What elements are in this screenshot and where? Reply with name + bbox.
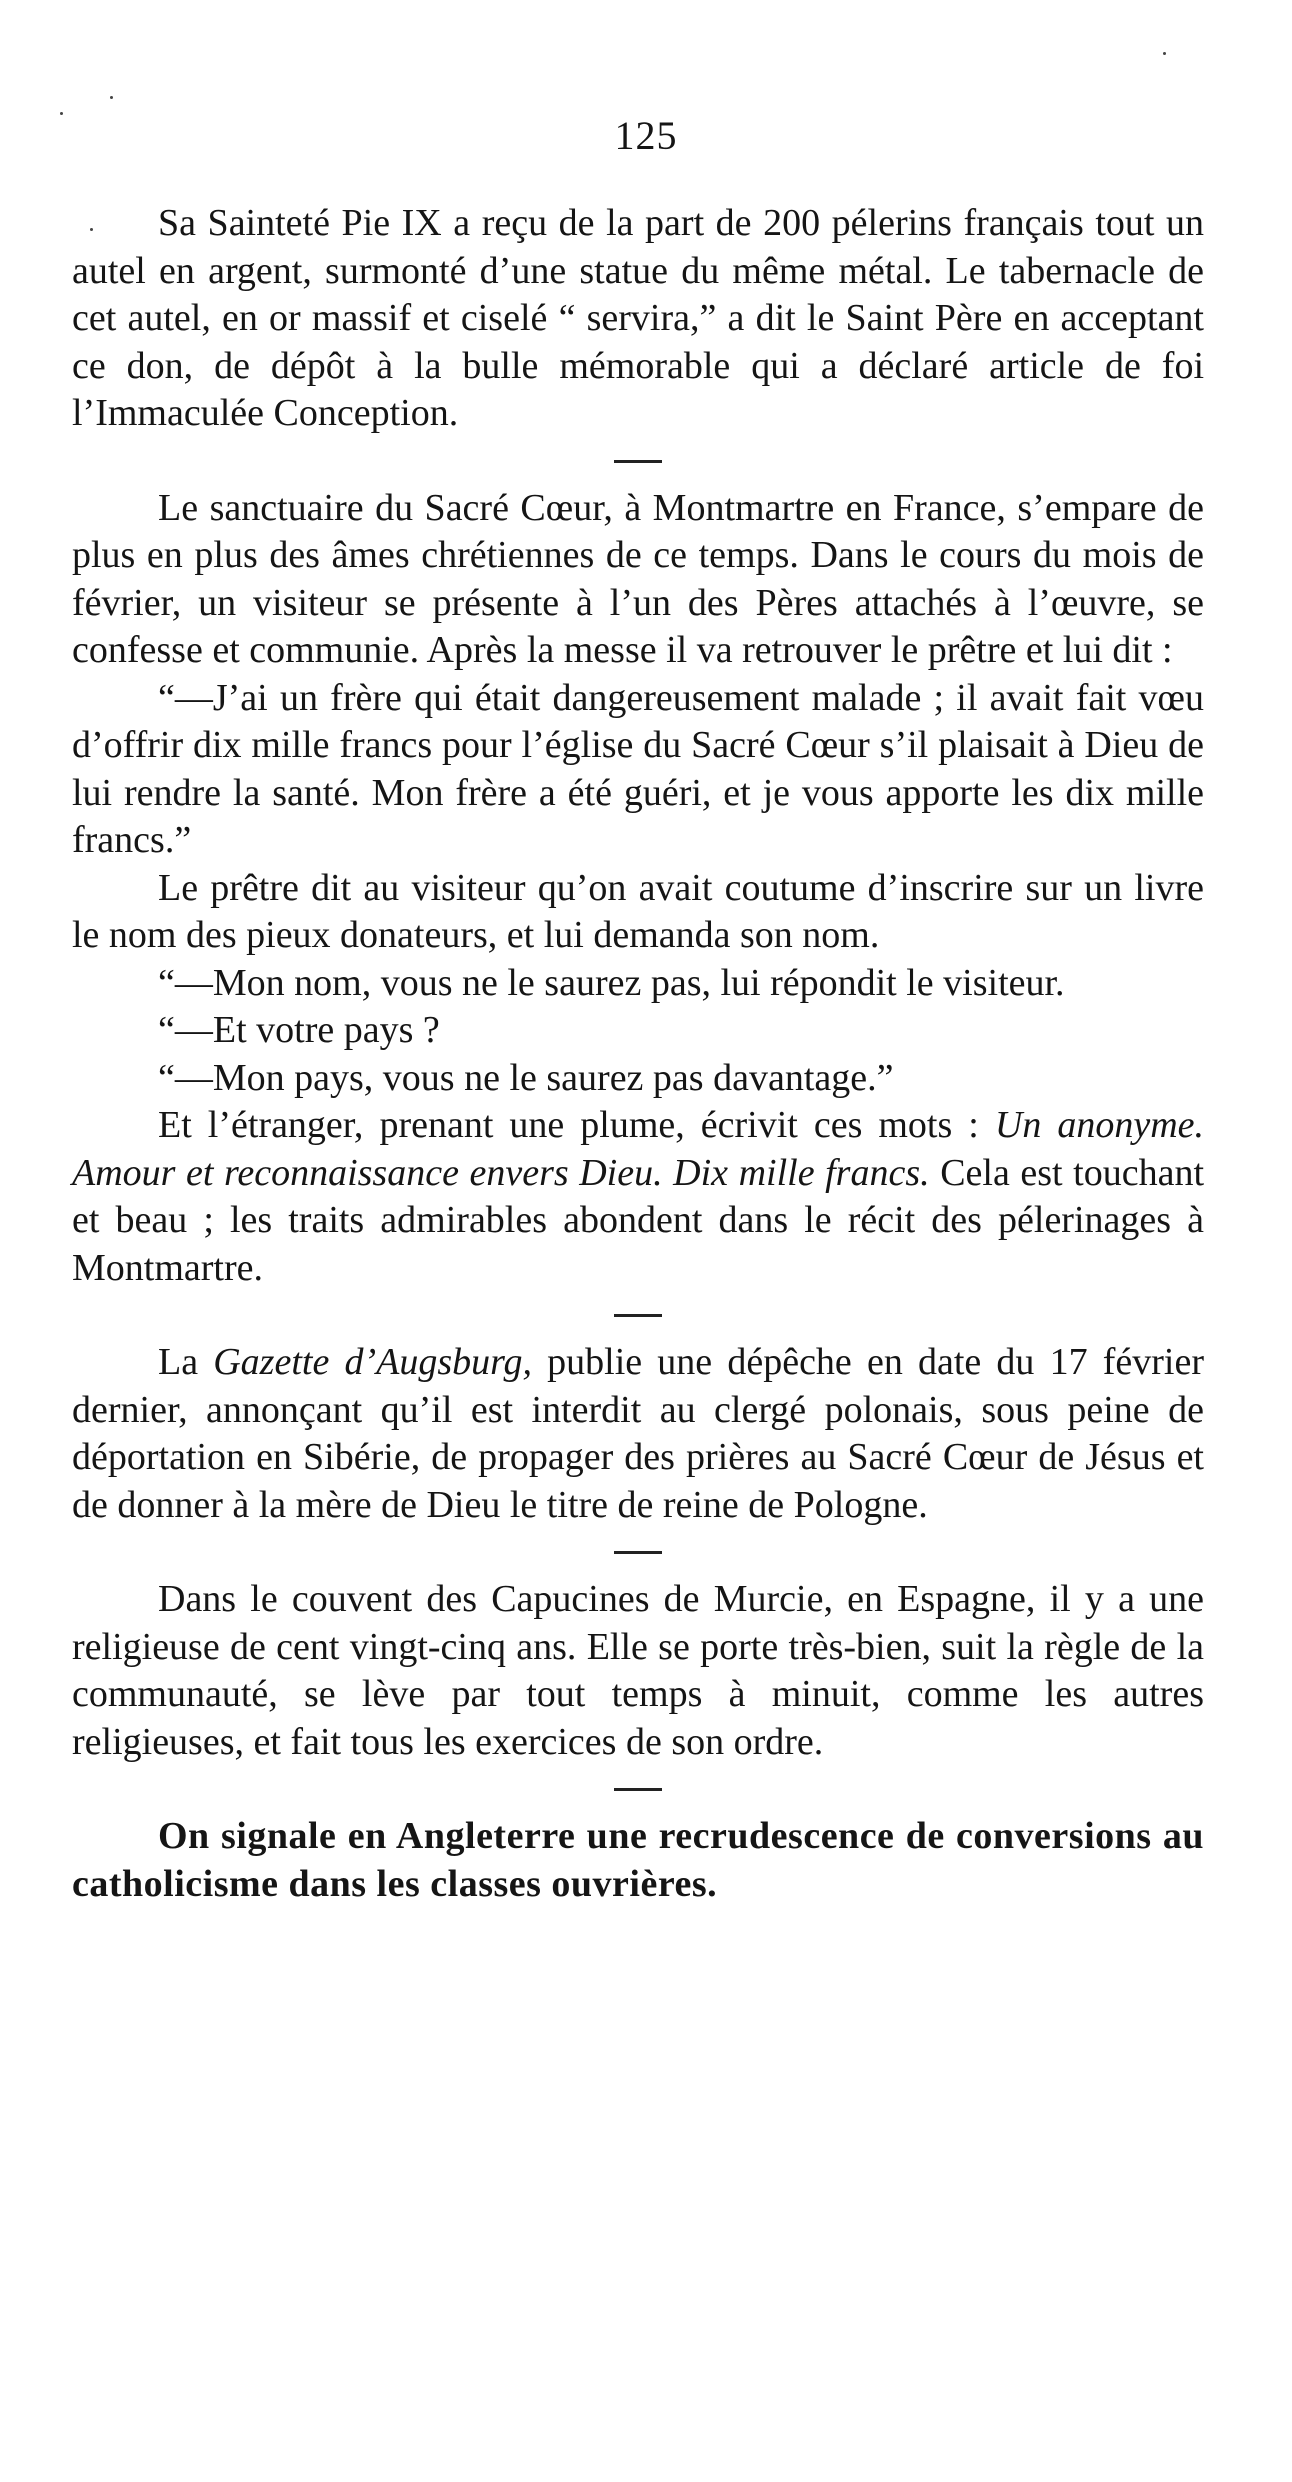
page-body xyxy=(72,200,1204,1908)
ink-speck xyxy=(110,96,113,99)
page-number: 125 xyxy=(614,113,678,158)
paragraph-angleterre: On signale en Angleterre une recrudescence de conversions au catholicisme dans les classes ouvrières. xyxy=(72,1815,1204,1905)
etranger-italic-words: Un anonyme. Amour et reconnaissance envers Dieu. Dix mille francs. xyxy=(72,1104,1205,1194)
section-divider xyxy=(614,1314,662,1317)
paragraph-quote-nom: “—Mon nom, vous ne le saurez pas, lui répondit le visiteur. xyxy=(158,961,1065,1004)
paragraph-quote-frere: “—J’ai un frère qui était dangereusement malade ; il avait fait vœu d’offrir dix mille francs pour l’église du Sacré Cœur s’il plaisait à Dieu de lui rendre la santé. Mon frère a été guéri, et je vous apporte les dix mille francs.” xyxy=(72,676,1204,861)
gazette-text-before: La xyxy=(158,1341,199,1383)
etranger-text-after: Cela est touchant et beau ; les traits admirables abondent dans le récit des pélerinages à Montmartre. xyxy=(72,1151,1205,1289)
gazette-text-after: publie une dépêche en date du 17 février dernier, annonçant qu’il est interdit au clergé polonais, sous peine de déportation en Sibérie, de propager des prières au Sacré Cœur de Jésus et de donner à la mère de Dieu le titre de reine de Pologne. xyxy=(72,1341,1204,1526)
section-divider xyxy=(614,460,662,463)
paragraph-pie-ix: Sa Sainteté Pie IX a reçu de la part de 200 pélerins français tout un autel en argent, surmonté d’une statue du même métal. Le tabernacle de cet autel, en or massif et ciselé “ servira,” a dit le Saint Père en acceptant ce don, de dépôt à la bulle mémorable qui a déclaré article de foi l’Immaculée Conception. xyxy=(72,202,1204,434)
etranger-text-before: Et l’étranger, prenant une plume, écrivit ces mots : xyxy=(158,1104,979,1146)
paragraph-etranger xyxy=(72,1102,1204,1292)
paragraph-quote-davantage: “—Mon pays, vous ne le saurez pas davantage.” xyxy=(158,1056,894,1099)
section-divider xyxy=(614,1551,662,1554)
paragraph-sacre-coeur: Le sanctuaire du Sacré Cœur, à Montmartre en France, s’empare de plus en plus des âmes chrétiennes de ce temps. Dans le cours du mois de février, un visiteur se présente à l’un des Pères attachés à l’œuvre, se confesse et communie. Après la messe il va retrouver le prêtre et lui dit : xyxy=(72,486,1204,671)
paragraph-gazette xyxy=(72,1339,1204,1529)
section-divider xyxy=(614,1788,662,1791)
gazette-title: Gazette d’Augsburg, xyxy=(213,1341,533,1383)
paragraph-quote-pays: “—Et votre pays ? xyxy=(158,1009,440,1051)
paragraph-pretre: Le prêtre dit au visiteur qu’on avait coutume d’inscrire sur un livre le nom des pieux donateurs, et lui demanda son nom. xyxy=(72,866,1204,956)
paragraph-capucines: Dans le couvent des Capucines de Murcie, en Espagne, il y a une religieuse de cent vingt-cinq ans. Elle se porte très-bien, suit la règle de la communauté, se lève par tout temps à minuit, comme les autres religieuses, et fait tous les exercices de son ordre. xyxy=(72,1578,1204,1763)
ink-speck xyxy=(1163,52,1166,55)
